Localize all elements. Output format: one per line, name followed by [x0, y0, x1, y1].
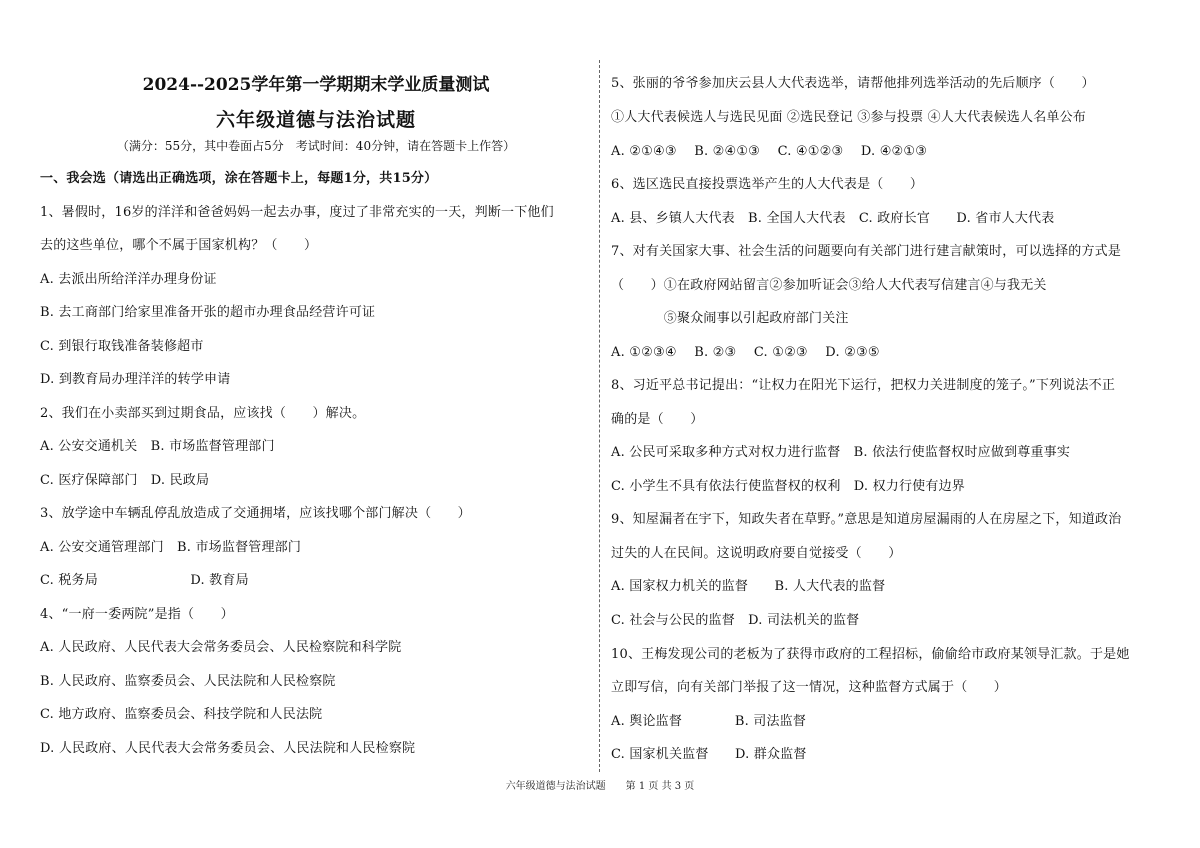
right-line: ①人大代表候选人与选民见面 ②选民登记 ③参与投票 ④人大代表候选人名单公布: [611, 110, 1086, 125]
exam-subtitle: 六年级道德与法治试题: [215, 109, 416, 131]
right-line: 5、张丽的爷爷参加庆云县人大代表选举，请帮他排列选举活动的先后顺序（ ）: [611, 76, 1095, 91]
left-line: C. 地方政府、监察委员会、科技学院和人民法院: [40, 707, 323, 722]
left-line: 去的这些单位，哪个不属于国家机构？（ ）: [40, 238, 318, 253]
right-line: A. 舆论监督 B. 司法监督: [611, 714, 807, 729]
left-line: D. 人民政府、人民代表大会常务委员会、人民法院和人民检察院: [40, 741, 416, 756]
page-footer: 六年级道德与法治试题 第 1 页 共 3 页: [505, 781, 695, 792]
right-line: C. 小学生不具有依法行使监督权的权利 D. 权力行使有边界: [611, 479, 965, 494]
right-line: 立即写信，向有关部门举报了这一情况，这种监督方式属于（ ）: [611, 680, 1008, 695]
exam-title: 2024--2025学年第一学期期末学业质量测试: [142, 75, 490, 95]
left-line: 1、暑假时，16岁的洋洋和爸爸妈妈一起去办事，度过了非常充实的一天，判断一下他们: [40, 205, 554, 220]
right-line: A. 县、乡镇人大代表 B. 全国人大代表 C. 政府长官 D. 省市人大代表: [611, 211, 1055, 226]
right-line: 过失的人在民间。这说明政府要自觉接受（ ）: [611, 546, 902, 561]
left-line: 2、我们在小卖部买到过期食品，应该找（ ）解决。: [40, 406, 366, 421]
left-line: C. 税务局 D. 教育局: [40, 573, 249, 588]
right-line: C. 国家机关监督 D. 群众监督: [611, 747, 807, 762]
right-line: 9、知屋漏者在宇下，知政失者在草野。”意思是知道房屋漏雨的人在房屋之下，知道政治: [611, 512, 1122, 527]
left-line: D. 到教育局办理洋洋的转学申请: [40, 372, 231, 387]
left-line: 4、“一府一委两院”是指（ ）: [40, 607, 234, 622]
left-line: 3、放学途中车辆乱停乱放造成了交通拥堵，应该找哪个部门解决（ ）: [40, 506, 471, 521]
left-line: A. 公安交通机关 B. 市场监督管理部门: [40, 439, 275, 454]
right-line: 8、习近平总书记提出：“让权力在阳光下运行，把权力关进制度的笼子。”下列说法不正: [611, 378, 1116, 393]
exam-info: （满分：55分，其中卷面占5分 考试时间：40分钟，请在答题卡上作答）: [116, 139, 516, 153]
left-line: C. 医疗保障部门 D. 民政局: [40, 473, 210, 488]
right-line: A. ②①④③ B. ②④①③ C. ④①②③ D. ④②①③: [611, 144, 928, 159]
right-line: 7、对有关国家大事、社会生活的问题要向有关部门进行建言献策时，可以选择的方式是: [611, 244, 1122, 259]
left-line: B. 人民政府、监察委员会、人民法院和人民检察院: [40, 674, 336, 689]
left-line: C. 到银行取钱准备装修超市: [40, 339, 204, 354]
left-line: A. 人民政府、人民代表大会常务委员会、人民检察院和科学院: [40, 640, 402, 655]
right-line: 6、选区选民直接投票选举产生的人大代表是（ ）: [611, 177, 924, 192]
right-line: C. 社会与公民的监督 D. 司法机关的监督: [611, 613, 860, 628]
left-line: B. 去工商部门给家里准备开张的超市办理食品经营许可证: [40, 305, 376, 320]
left-line: A. 去派出所给洋洋办理身份证: [40, 272, 217, 287]
right-line: A. ①②③④ B. ②③ C. ①②③ D. ②③⑤: [611, 345, 880, 360]
right-line: A. 国家权力机关的监督 B. 人大代表的监督: [611, 579, 886, 594]
right-line: ⑤聚众闹事以引起政府部门关注: [611, 311, 849, 326]
right-line: （ ）①在政府网站留言②参加听证会③给人大代表写信建言④与我无关: [611, 278, 1047, 293]
right-line: 10、王梅发现公司的老板为了获得市政府的工程招标，偷偷给市政府某领导汇款。于是她: [611, 647, 1130, 662]
left-line: A. 公安交通管理部门 B. 市场监督管理部门: [40, 540, 302, 555]
column-divider: [599, 60, 600, 772]
section-heading: 一、我会选（请选出正确选项，涂在答题卡上，每题1分，共15分）: [40, 171, 438, 186]
right-line: 确的是（ ）: [611, 412, 704, 427]
right-line: A. 公民可采取多种方式对权力进行监督 B. 依法行使监督权时应做到尊重事实: [611, 445, 1071, 460]
